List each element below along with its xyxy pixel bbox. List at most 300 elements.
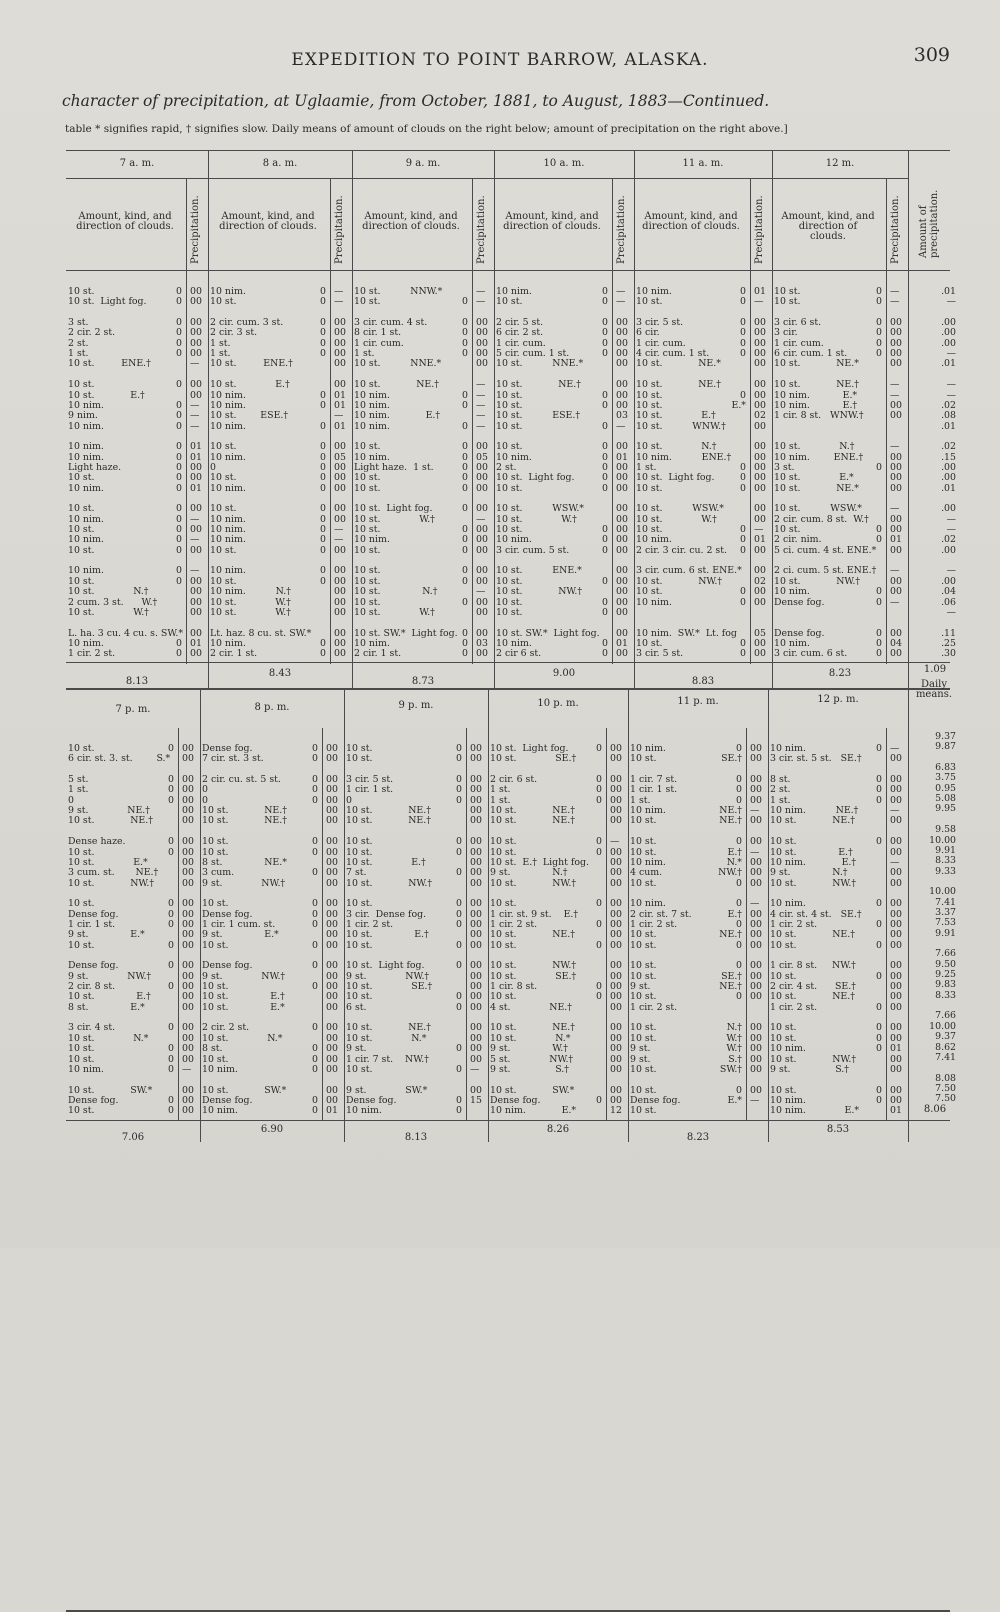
- bottom-cloud-cell: 10 st.: [630, 846, 657, 858]
- top-amount-cell: 0: [740, 586, 746, 598]
- bottom-precip-cell: 00: [326, 1094, 338, 1106]
- top-precip-cell: 00: [890, 451, 902, 463]
- top-precip-cell: —: [476, 286, 486, 297]
- top-amount-cell: 0: [602, 399, 608, 411]
- table-subtitle: character of precipitation, at Uglaamie, from October, 1881, to August, 1883—Continued.: [62, 92, 770, 110]
- bottom-precip-cell: 00: [470, 867, 482, 879]
- top-precip-cell: 00: [754, 596, 766, 608]
- top-col-divider: [908, 150, 909, 688]
- bottom-amount-cell: 0: [736, 898, 742, 910]
- bottom-cloud-cell: 10 nim. E.*: [490, 1105, 577, 1117]
- top-precip-cell: 00: [476, 327, 488, 339]
- top-cloud-cell: 10 st. NE.†: [774, 379, 859, 391]
- bottom-amount-cell: 0: [736, 784, 742, 796]
- top-cloud-cell: 10 st. E.†: [68, 389, 145, 401]
- bottom-precip-cell: 00: [890, 918, 902, 930]
- bottom-precip-cell: 00: [326, 877, 338, 889]
- top-precip-cell: —: [616, 286, 626, 297]
- top-cloud-cell: 10 nim.: [354, 534, 390, 546]
- bottom-cloud-cell: Dense fog.: [68, 1094, 119, 1106]
- top-precip-cell: 00: [616, 327, 628, 339]
- bottom-amount-cell: 0: [312, 918, 318, 930]
- bottom-col-divider: [628, 688, 629, 1142]
- bottom-precip-cell: 00: [182, 877, 194, 889]
- top-amount-cell: 0: [462, 637, 468, 649]
- bottom-amount-cell: 0: [456, 784, 462, 796]
- bottom-precip-cell: 00: [182, 1094, 194, 1106]
- bottom-amount-cell: 0: [456, 908, 462, 920]
- hour-header: 12 p. m.: [817, 694, 859, 705]
- top-cloud-cell: 10 st.: [636, 296, 663, 308]
- precip-total-cell: .00: [941, 337, 956, 349]
- daily-mean-cell: 10.00: [929, 834, 956, 846]
- bottom-precip-cell: 00: [470, 929, 482, 941]
- top-precip-cell: 00: [476, 627, 488, 639]
- top-precip-cell: 00: [890, 575, 902, 587]
- bottom-amount-cell: 0: [312, 846, 318, 858]
- bottom-amount-cell: 0: [312, 1105, 318, 1117]
- top-amount-cell: 0: [462, 524, 468, 536]
- bottom-cloud-cell: 10 st.: [346, 898, 373, 910]
- bottom-precip-cell: 00: [610, 867, 622, 879]
- bottom-precip-cell: 00: [326, 784, 338, 796]
- bottom-precip-cell: 00: [470, 794, 482, 806]
- top-precip-cell: 00: [190, 544, 202, 556]
- top-precip-cell: 05: [754, 627, 766, 639]
- top-precip-cell: 00: [616, 596, 628, 608]
- top-precip-cell: —: [476, 586, 486, 598]
- precip-total-cell: .11: [941, 627, 956, 639]
- bottom-cloud-cell: 9 st. N.†: [770, 867, 848, 879]
- bottom-amount-cell: 0: [736, 743, 742, 754]
- top-cloud-cell: 10 st. ENE.*: [496, 565, 582, 577]
- bottom-cloud-cell: 8 st.: [202, 1043, 223, 1055]
- bottom-precip-cell: 00: [470, 918, 482, 930]
- bottom-cloud-cell: 10 nim.: [770, 1094, 806, 1106]
- top-precip-cell: 00: [334, 606, 346, 618]
- top-amount-cell: 0: [602, 451, 608, 463]
- bottom-amount-cell: 0: [312, 1094, 318, 1106]
- bottom-precip-cell: 00: [182, 918, 194, 930]
- daily-mean-cell: 9.83: [935, 979, 956, 991]
- top-precip-cell: 00: [754, 379, 766, 391]
- bottom-amount-cell: NE.†: [719, 929, 742, 941]
- top-cloud-cell: 10 st. WSW.*: [636, 503, 724, 515]
- top-precip-cell: 03: [476, 637, 488, 649]
- bottom-precip-cell: 00: [182, 1001, 194, 1013]
- top-precip-cell: 01: [616, 637, 628, 649]
- precip-total-cell: .30: [941, 648, 956, 660]
- bottom-cloud-cell: 0: [68, 794, 74, 806]
- top-amount-cell: 0: [320, 503, 326, 515]
- bottom-precip-cell: 00: [750, 774, 762, 786]
- top-precip-cell: 00: [616, 337, 628, 349]
- bottom-cloud-cell: 10 st. NW.†: [346, 877, 433, 889]
- bottom-amount-cell: 0: [596, 1094, 602, 1106]
- bottom-amount-cell: 0: [876, 784, 882, 796]
- top-precip-cell: —: [890, 596, 900, 608]
- top-amount-cell: 0: [176, 565, 182, 577]
- bottom-precip-cell: 00: [610, 1094, 622, 1106]
- top-amount-cell: 0: [176, 575, 182, 587]
- top-cloud-cell: 10 st. ENE.†: [68, 358, 151, 370]
- top-precip-cell: 00: [890, 544, 902, 556]
- top-cloud-cell: 2 cir. 2 st.: [68, 327, 116, 339]
- top-precip-cell: 00: [890, 410, 902, 422]
- bottom-cloud-cell: 3 cir. st. 5 st. SE.†: [770, 753, 862, 765]
- bottom-precip-cell: 00: [326, 1084, 338, 1096]
- bottom-precip-cell: 00: [610, 1032, 622, 1044]
- top-precip-cell: —: [190, 513, 200, 525]
- bottom-precip-cell: 00: [750, 960, 762, 972]
- bottom-precip-cell: 00: [470, 1084, 482, 1096]
- bottom-precip-cell: 00: [182, 784, 194, 796]
- top-precip-cell: —: [616, 296, 626, 308]
- bottom-amount-cell: 0: [168, 918, 174, 930]
- bottom-amount-cell: 0: [456, 836, 462, 848]
- bottom-cloud-cell: Dense fog.: [68, 908, 119, 920]
- top-means-rule: [66, 662, 950, 663]
- bottom-hour-mean: 8.13: [404, 1132, 428, 1143]
- top-precip-cell: —: [890, 379, 900, 391]
- top-precip-cell: 00: [890, 524, 902, 536]
- bottom-cloud-cell: 1 st.: [770, 794, 791, 806]
- bottom-precip-cell: 00: [326, 846, 338, 858]
- top-cloud-cell: 2 cir. 3 cir. cu. 2 st.: [636, 544, 727, 556]
- bottom-amount-cell: 0: [168, 960, 174, 972]
- precip-subhead: Precipitation.: [754, 195, 765, 264]
- bottom-cloud-cell: 10 st.: [202, 846, 229, 858]
- top-cloud-cell: 10 nim.: [774, 637, 810, 649]
- top-cloud-cell: Light haze. 1 st.: [354, 461, 434, 473]
- bottom-precip-cell: 00: [326, 1001, 338, 1013]
- bottom-amount-cell: 0: [876, 918, 882, 930]
- bottom-amount-cell: 0: [736, 939, 742, 951]
- top-col-divider: [634, 150, 635, 688]
- bottom-amount-cell: 0: [876, 794, 882, 806]
- bottom-precip-cell: 00: [610, 1001, 622, 1013]
- precip-total-cell: .01: [941, 286, 956, 297]
- bottom-precip-cell: 00: [750, 1043, 762, 1055]
- bottom-cloud-cell: 10 st.: [202, 836, 229, 848]
- bottom-precip-cell: 00: [750, 877, 762, 889]
- bottom-precip-cell: 00: [182, 991, 194, 1003]
- bottom-cloud-cell: 10 st. NE.†: [770, 991, 855, 1003]
- bottom-amount-cell: SE.†: [721, 970, 742, 982]
- bottom-cloud-cell: 9 st. S.†: [490, 1063, 569, 1075]
- top-precip-cell: —: [334, 296, 344, 308]
- bottom-precip-cell: 00: [890, 991, 902, 1003]
- bottom-cloud-cell: 3 cum. st. NE.†: [68, 867, 159, 879]
- top-amount-cell: 0: [320, 337, 326, 349]
- top-amount-cell: 0: [740, 389, 746, 401]
- top-precip-cell: 00: [754, 327, 766, 339]
- bottom-amount-cell: 0: [456, 1094, 462, 1106]
- top-amount-cell: 0: [876, 648, 882, 660]
- top-amount-cell: 0: [320, 482, 326, 494]
- bottom-total-mean: 8.06: [923, 1104, 947, 1115]
- top-cloud-cell: 10 nim.: [774, 586, 810, 598]
- top-cloud-cell: 2 cir. cum. 8 st. W.†: [774, 513, 869, 525]
- bottom-precip-cell: 00: [750, 1022, 762, 1034]
- top-cloud-cell: L. ha. 3 cu. 4 cu. s. SW.*: [68, 627, 184, 639]
- top-cloud-cell: 10 nim.: [68, 441, 104, 453]
- top-hour-mean: 9.00: [552, 668, 576, 679]
- bottom-cloud-cell: 10 st.: [346, 743, 373, 754]
- top-amount-cell: 0: [176, 317, 182, 329]
- top-hour-mean: 8.83: [691, 676, 715, 687]
- top-precip-cell: 00: [754, 565, 766, 577]
- bottom-precip-cell: 00: [326, 794, 338, 806]
- top-cloud-cell: 10 nim. E.*: [774, 389, 858, 401]
- bottom-precip-cell: 00: [326, 970, 338, 982]
- top-precip-cell: 01: [334, 399, 346, 411]
- top-amount-cell: 0: [740, 327, 746, 339]
- top-amount-cell: 0: [876, 296, 882, 308]
- top-amount-cell: 0: [462, 420, 468, 432]
- top-precip-cell: —: [754, 296, 764, 308]
- top-cloud-cell: 6 cir. 2 st.: [496, 327, 544, 339]
- daily-mean-cell: 8.08: [935, 1072, 956, 1084]
- hour-header: 7 p. m.: [115, 704, 151, 715]
- bottom-cloud-cell: 10 st. E.†: [68, 991, 151, 1003]
- top-precip-cell: 01: [754, 286, 766, 297]
- bottom-precip-cell: 00: [470, 877, 482, 889]
- top-amount-cell: 0: [602, 544, 608, 556]
- top-precip-cell: 00: [476, 482, 488, 494]
- top-cloud-cell: 10 nim.: [354, 389, 390, 401]
- bottom-cloud-cell: 10 st. NE.†: [770, 815, 855, 827]
- bottom-precip-cell: 00: [182, 981, 194, 993]
- bottom-precip-cell: 00: [326, 743, 338, 754]
- bottom-cloud-cell: 2 cir. 6 st.: [490, 774, 538, 786]
- top-cloud-cell: 1 cir. 2 st.: [68, 648, 116, 660]
- top-precip-cell: 00: [616, 482, 628, 494]
- top-cloud-cell: 10 st. ESE.†: [210, 410, 289, 422]
- bottom-precip-cell: 00: [890, 1063, 902, 1075]
- top-precip-cell: 00: [190, 317, 202, 329]
- top-amount-cell: 0: [320, 389, 326, 401]
- top-cloud-cell: 10 st.: [774, 296, 801, 308]
- top-cloud-cell: 10 st.: [354, 524, 381, 536]
- top-cloud-cell: 10 st. ENE.†: [210, 358, 293, 370]
- top-cloud-cell: 10 st. NW.†: [496, 586, 583, 598]
- top-amount-cell: 0: [320, 565, 326, 577]
- bottom-amount-cell: 0: [596, 991, 602, 1003]
- top-cloud-cell: 10 nim.: [210, 565, 246, 577]
- daily-mean-cell: 9.25: [935, 969, 956, 981]
- top-amount-cell: 0: [320, 327, 326, 339]
- precip-total-cell: .00: [941, 575, 956, 587]
- top-precip-cell: 00: [190, 596, 202, 608]
- bottom-amount-cell: 0: [456, 846, 462, 858]
- top-precip-cell: 00: [190, 286, 202, 297]
- page-header-title: EXPEDITION TO POINT BARROW, ALASKA.: [291, 50, 709, 70]
- bottom-precip-cell: 00: [890, 794, 902, 806]
- top-precip-cell: —: [476, 389, 486, 401]
- bottom-cloud-cell: 1 cir. 1 cum. st.: [202, 918, 276, 930]
- bottom-precip-cell: 00: [182, 846, 194, 858]
- bottom-cloud-cell: 10 nim. E.†: [770, 856, 857, 868]
- bottom-cloud-cell: 10 nim. E.*: [770, 1105, 860, 1117]
- bottom-cloud-cell: 9 st. E.*: [202, 929, 279, 941]
- top-cloud-cell: 10 nim.: [210, 637, 246, 649]
- bottom-precip-cell: 00: [182, 1084, 194, 1096]
- top-cloud-cell: Light haze.: [68, 461, 122, 473]
- top-amount-cell: 0: [602, 596, 608, 608]
- bottom-amount-cell: 0: [456, 1001, 462, 1013]
- precip-total-cell: .25: [941, 637, 956, 649]
- bottom-cloud-cell: 10 st.: [346, 939, 373, 951]
- bottom-cloud-cell: 10 st. NW.†: [490, 960, 577, 972]
- bottom-cloud-cell: 10 st.: [202, 898, 229, 910]
- top-precip-cell: —: [476, 410, 486, 422]
- bottom-precip-cell: 00: [890, 784, 902, 796]
- top-precip-cell: 00: [334, 637, 346, 649]
- top-cloud-cell: 3 cir. cum. 6 st. ENE.*: [636, 565, 742, 577]
- top-bottom-rule: [66, 688, 950, 690]
- bottom-precip-cell: 00: [890, 1094, 902, 1106]
- top-precip-divider: [472, 178, 473, 664]
- top-amount-cell: 0: [176, 513, 182, 525]
- top-precip-cell: 00: [334, 596, 346, 608]
- bottom-amount-cell: W.†: [726, 1032, 742, 1044]
- bottom-precip-cell: 00: [890, 970, 902, 982]
- top-amount-cell: 0: [740, 596, 746, 608]
- bottom-cloud-cell: 10 nim.: [346, 1105, 382, 1117]
- bottom-cloud-cell: 10 st. SE.†: [490, 970, 577, 982]
- bottom-amount-cell: 0: [876, 898, 882, 910]
- top-cloud-cell: 10 st. NNE.*: [496, 358, 584, 370]
- bottom-precip-cell: 00: [890, 960, 902, 972]
- bottom-cloud-cell: 2 cir. cu. st. 5 st.: [202, 774, 281, 786]
- top-cloud-cell: 1 cir. cum.: [636, 337, 686, 349]
- top-cloud-cell: 2 cir. 1 st.: [354, 648, 402, 660]
- bottom-cloud-cell: 10 nim.: [630, 856, 666, 868]
- top-amount-cell: 0: [462, 565, 468, 577]
- bottom-amount-cell: 0: [168, 846, 174, 858]
- bottom-precip-cell: 00: [890, 1032, 902, 1044]
- precip-total-cell: .01: [941, 482, 956, 494]
- top-precip-cell: 00: [754, 513, 766, 525]
- top-cloud-cell: Lt. haz. 8 cu. st. SW.*: [210, 627, 312, 639]
- bottom-precip-cell: 00: [326, 856, 338, 868]
- bottom-precip-cell: 00: [182, 743, 194, 754]
- top-cloud-cell: 10 st.: [68, 524, 95, 536]
- top-precip-cell: 00: [616, 389, 628, 401]
- bottom-amount-cell: 0: [456, 1063, 462, 1075]
- bottom-cloud-cell: Dense fog.: [202, 743, 253, 754]
- bottom-amount-cell: 0: [736, 991, 742, 1003]
- top-precip-divider: [186, 178, 187, 664]
- bottom-precip-cell: —: [182, 1063, 192, 1075]
- hour-header: 10 p. m.: [537, 698, 579, 709]
- bottom-hour-mean: 7.06: [121, 1132, 145, 1143]
- bottom-amount-cell: 0: [168, 794, 174, 806]
- top-amount-cell: 0: [462, 317, 468, 329]
- top-cloud-cell: 10 nim.: [496, 286, 532, 297]
- top-cloud-cell: 10 nim.: [68, 420, 104, 432]
- bottom-precip-cell: 01: [890, 1105, 902, 1117]
- top-amount-cell: 0: [320, 420, 326, 432]
- top-cloud-cell: 10 st. E.*: [774, 472, 854, 484]
- top-amount-cell: 0: [462, 596, 468, 608]
- daily-mean-cell: 9.33: [935, 865, 956, 877]
- bottom-precip-cell: 00: [610, 939, 622, 951]
- top-cloud-cell: 10 st.: [774, 524, 801, 536]
- bottom-cloud-cell: 10 st. E.†: [346, 929, 429, 941]
- top-amount-cell: 0: [462, 534, 468, 546]
- bottom-amount-cell: 0: [168, 1094, 174, 1106]
- bottom-precip-cell: 00: [182, 753, 194, 765]
- clouds-subhead: Amount, kind, and direction of clouds.: [503, 211, 601, 232]
- bottom-cloud-cell: 10 st.: [346, 1063, 373, 1075]
- bottom-precip-cell: 00: [182, 939, 194, 951]
- bottom-cloud-cell: 10 st. NE.†: [346, 805, 431, 817]
- top-amount-cell: 0: [320, 441, 326, 453]
- bottom-cloud-cell: 9 st. NW.†: [68, 970, 152, 982]
- top-amount-cell: 0: [320, 648, 326, 660]
- top-amount-cell: 0: [602, 420, 608, 432]
- top-cloud-cell: 10 nim. SW.* Lt. fog: [636, 627, 737, 639]
- top-cloud-cell: 10 nim.: [210, 524, 246, 536]
- bottom-amount-cell: S.†: [728, 1053, 742, 1065]
- bottom-precip-cell: 00: [470, 960, 482, 972]
- top-amount-cell: 0: [462, 337, 468, 349]
- top-precip-cell: 00: [476, 544, 488, 556]
- bottom-precip-cell: 00: [750, 1084, 762, 1096]
- bottom-precip-cell: 00: [182, 960, 194, 972]
- bottom-amount-cell: 0: [876, 743, 882, 754]
- bottom-cloud-cell: 10 st.: [630, 991, 657, 1003]
- top-precip-cell: 00: [754, 420, 766, 432]
- top-amount-cell: 0: [740, 482, 746, 494]
- top-amount-cell: 0: [602, 534, 608, 546]
- top-precip-cell: 00: [334, 358, 346, 370]
- bottom-col-divider: [908, 688, 909, 1142]
- top-precip-cell: 00: [476, 348, 488, 360]
- bottom-amount-cell: 0: [312, 1063, 318, 1075]
- bottom-col-divider: [488, 688, 489, 1142]
- bottom-precip-cell: —: [890, 856, 900, 868]
- bottom-amount-cell: 0: [596, 784, 602, 796]
- bottom-precip-cell: 00: [750, 939, 762, 951]
- top-precip-cell: 00: [190, 586, 202, 598]
- bottom-cloud-cell: 1 st.: [490, 794, 511, 806]
- bottom-cloud-cell: 1 cir. 8 st. NW.†: [770, 960, 856, 972]
- bottom-precip-cell: 00: [750, 1053, 762, 1065]
- bottom-amount-cell: 0: [876, 1022, 882, 1034]
- bottom-cloud-cell: Dense haze.: [68, 836, 126, 848]
- bottom-precip-cell: 00: [610, 753, 622, 765]
- top-cloud-cell: 5 ci. cum. 4 st. ENE.*: [774, 544, 877, 556]
- bottom-precip-cell: 00: [470, 774, 482, 786]
- top-precip-cell: 00: [334, 461, 346, 473]
- bottom-precip-cell: 00: [470, 805, 482, 817]
- bottom-precip-cell: 00: [470, 753, 482, 765]
- top-cloud-cell: 10 nim.: [496, 451, 532, 463]
- bottom-precip-cell: 00: [890, 867, 902, 879]
- bottom-amount-cell: 0: [168, 1105, 174, 1117]
- top-col-divider: [494, 150, 495, 688]
- top-cloud-cell: 10 st. E.†: [636, 410, 716, 422]
- bottom-cloud-cell: 10 st.: [770, 939, 797, 951]
- bottom-cloud-cell: 10 st. Light fog.: [346, 960, 425, 972]
- bottom-amount-cell: NE.†: [719, 805, 742, 817]
- bottom-hour-mean: 8.53: [826, 1124, 850, 1135]
- hour-header: 9 a. m.: [405, 158, 441, 169]
- top-precip-cell: 00: [754, 399, 766, 411]
